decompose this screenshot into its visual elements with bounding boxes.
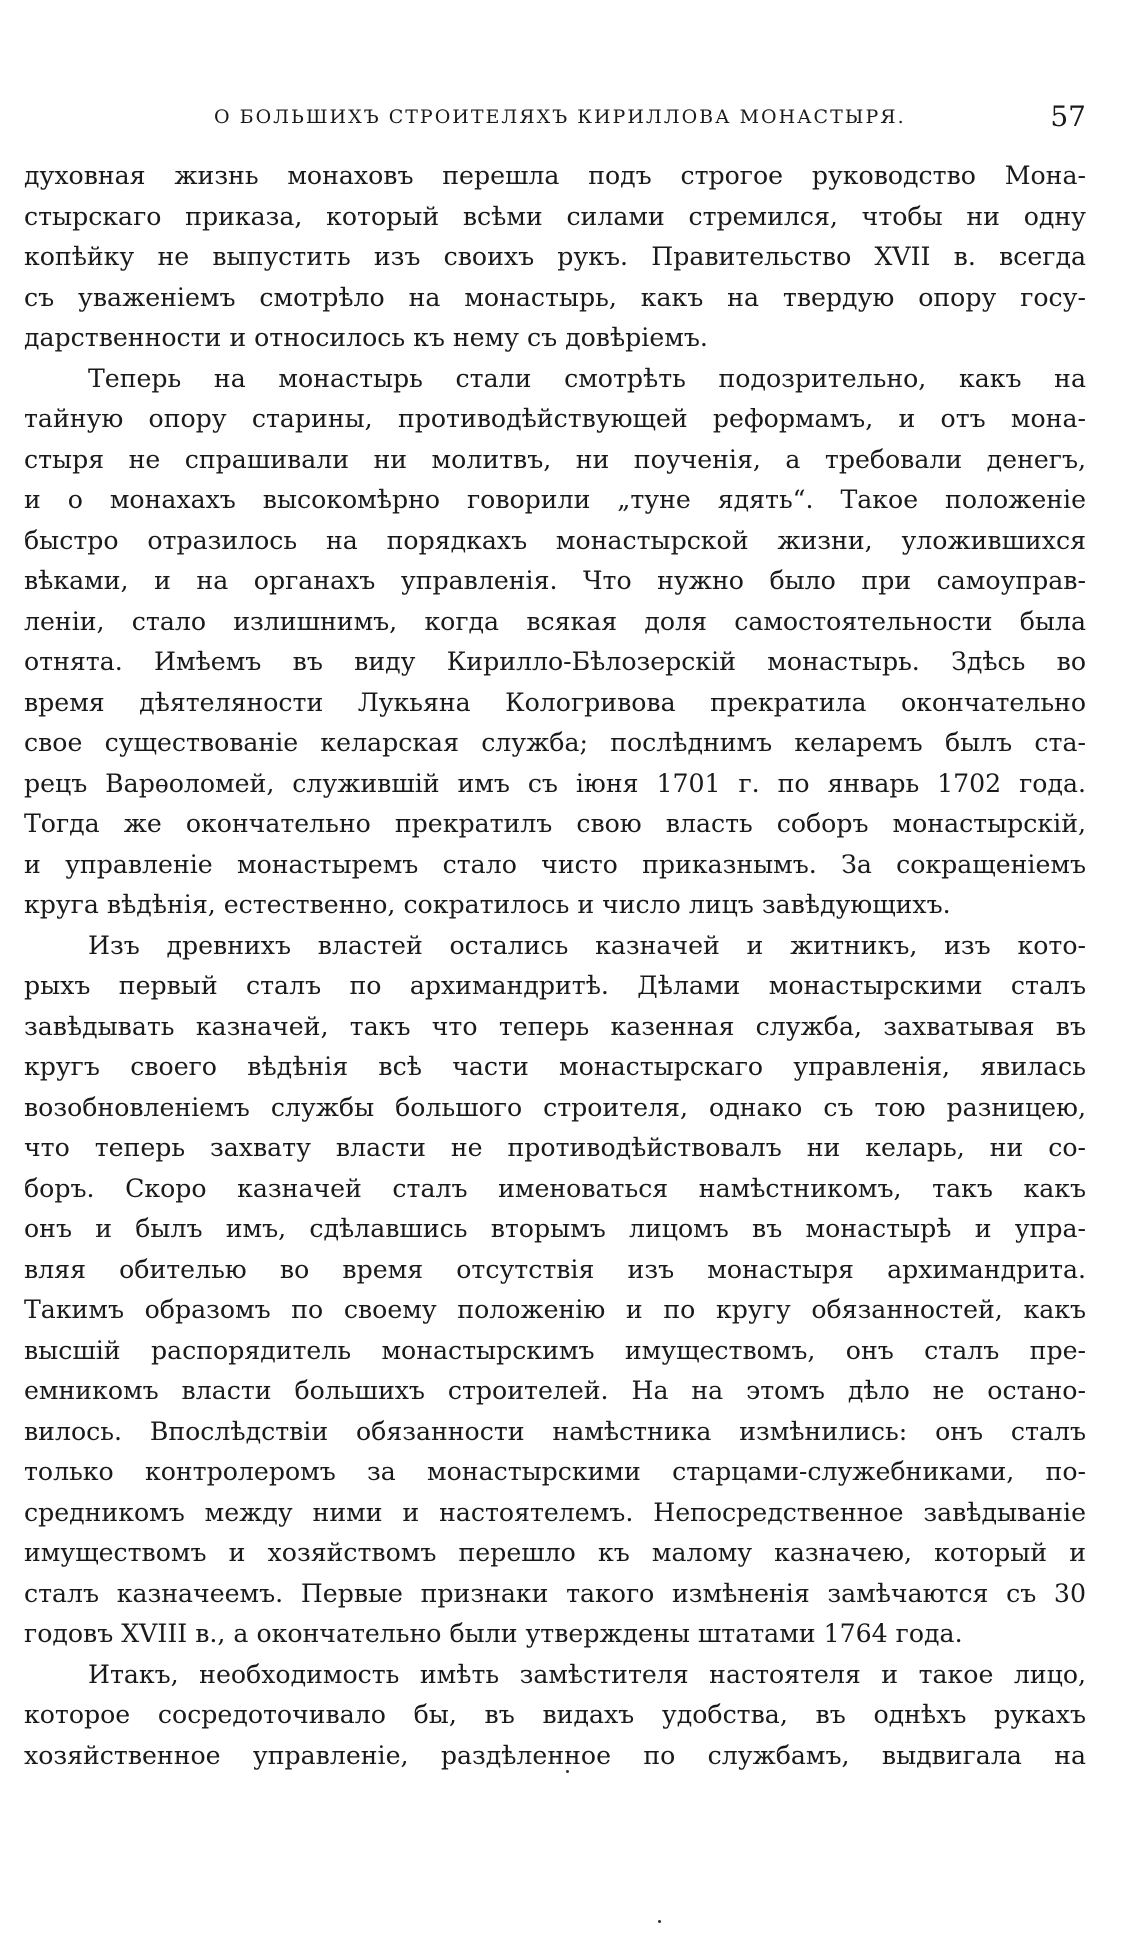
text-line: Теперь на монастырь стали смотрѣть подозрительно, какъ на <box>88 363 1086 393</box>
text-line: емникомъ власти большихъ строителей. На на этомъ дѣло не остано- <box>24 1376 1086 1405</box>
running-head-title: О БОЛЬШИХЪ СТРОИТЕЛЯХЪ КИРИЛЛОВА МОНАСТЫРЯ. <box>214 106 906 128</box>
text-line: рыхъ первый сталъ по архимандритѣ. Дѣлами монастырскими сталъ <box>24 971 1086 1000</box>
text-line: что теперь захвату власти не противодѣйствовалъ ни келарь, ни со- <box>24 1133 1086 1162</box>
text-line: съ уваженіемъ смотрѣло на монастырь, какъ на твердую опору госу- <box>24 282 1086 312</box>
text-line: и управленіе монастыремъ стало чисто приказнымъ. За сокращеніемъ <box>24 849 1086 879</box>
page-number: 57 <box>1050 100 1086 133</box>
text-line: кругъ своего вѣдѣнія всѣ части монастырскаго управленія, явилась <box>24 1052 1086 1081</box>
print-speck <box>658 1920 661 1923</box>
text-line: которое сосредоточивало бы, въ видахъ удобства, въ однѣхъ рукахъ <box>24 1700 1086 1729</box>
text-line: Тогда же окончательно прекратилъ свою власть соборъ монастырскій, <box>24 809 1086 838</box>
text-line: тайную опору старины, противодѣйствующей реформамъ, и отъ мона- <box>24 404 1086 433</box>
text-line: завѣдывать казначей, такъ что теперь казенная служба, захватывая въ <box>24 1011 1086 1041</box>
text-line: стырскаго приказа, который всѣми силами стремился, чтобы ни одну <box>24 201 1086 231</box>
text-line: имуществомъ и хозяйствомъ перешло къ малому казначею, который и <box>24 1538 1086 1567</box>
text-line: высшій распорядитель монастырскимъ имуществомъ, онъ сталъ пре- <box>24 1335 1086 1365</box>
text-line: онъ и былъ имъ, сдѣлавшись вторымъ лицомъ въ монастырѣ и упра- <box>24 1214 1086 1243</box>
text-line: копѣйку не выпустить изъ своихъ рукъ. Правительство XVII в. всегда <box>24 242 1086 271</box>
text-line: вилось. Впослѣдствіи обязанности намѣстника измѣнились: онъ сталъ <box>24 1416 1086 1446</box>
text-line: средникомъ между ними и настоятелемъ. Непосредственное завѣдываніе <box>24 1497 1086 1527</box>
text-line: духовная жизнь монаховъ перешла подъ строгое руководство Мона- <box>24 161 1086 190</box>
text-line: свое существованіе келарская служба; послѣднимъ келаремъ былъ ста- <box>24 728 1086 757</box>
text-line: отнята. Имѣемъ въ виду Кирилло-Бѣлозерскій монастырь. Здѣсь во <box>24 647 1086 676</box>
text-line: возобновленіемъ службы большого строителя, однако съ тою разницею, <box>24 1092 1086 1122</box>
text-line: годовъ XVIII в., а окончательно были утверждены штатами 1764 года. <box>24 1619 963 1648</box>
text-line: только контролеромъ за монастырскими старцами-служебниками, по- <box>24 1457 1086 1486</box>
text-line: Итакъ, необходимость имѣть замѣстителя настоятеля и такое лицо, <box>88 1659 1086 1689</box>
text-line: дарственности и относилось къ нему съ довѣріемъ. <box>24 323 708 352</box>
text-line: боръ. Скоро казначей сталъ именоваться намѣстникомъ, такъ какъ <box>24 1173 1086 1203</box>
text-line: и о монахахъ высокомѣрно говорили „туне ядять“. Такое положеніе <box>24 485 1086 514</box>
running-head <box>24 100 1086 140</box>
print-speck <box>566 1770 569 1773</box>
text-line: Изъ древнихъ властей остались казначей и житникъ, изъ кото- <box>88 930 1086 960</box>
text-line: круга вѣдѣнія, естественно, сократилось и число лицъ завѣдующихъ. <box>24 890 951 919</box>
text-line: время дѣятеляности Лукьяна Кологривова прекратила окончательно <box>24 687 1086 717</box>
text-line: хозяйственное управленіе, раздѣленное по службамъ, выдвигала на <box>24 1740 1086 1770</box>
body-text <box>24 156 1086 1776</box>
text-line: вляя обителью во время отсутствія изъ монастыря архимандрита. <box>24 1254 1086 1284</box>
text-line: стыря не спрашивали ни молитвъ, ни поученія, а требовали денегъ, <box>24 444 1086 474</box>
text-line: быстро отразилось на порядкахъ монастырской жизни, уложившихся <box>24 525 1086 555</box>
text-line: леніи, стало излишнимъ, когда всякая доля самостоятельности была <box>24 606 1086 636</box>
text-line: рецъ Варѳоломей, служившій имъ съ іюня 1701 г. по январь 1702 года. <box>24 768 1086 798</box>
text-line: вѣками, и на органахъ управленія. Что нужно было при самоуправ- <box>24 566 1086 595</box>
text-line: Такимъ образомъ по своему положенію и по кругу обязанностей, какъ <box>24 1295 1086 1324</box>
text-line: сталъ казначеемъ. Первые признаки такого измѣненія замѣчаются съ 30 <box>24 1578 1086 1608</box>
